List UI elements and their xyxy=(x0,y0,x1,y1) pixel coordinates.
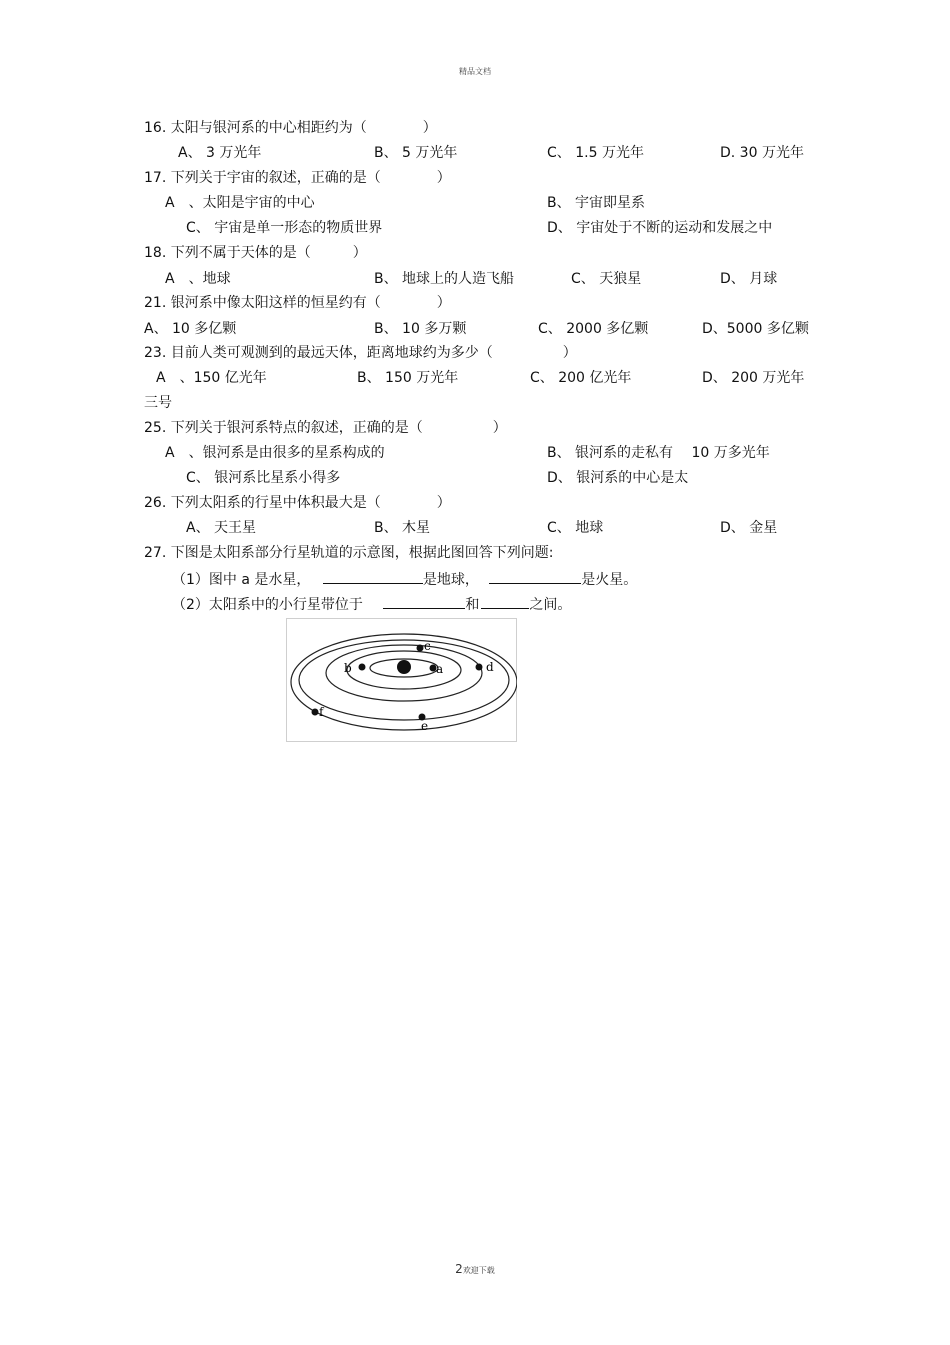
label-f: f xyxy=(319,705,324,719)
label-c: c xyxy=(424,639,431,653)
sun xyxy=(397,660,411,674)
diagram-frame xyxy=(287,619,517,742)
question-26-stem: 26. 下列太阳系的行星中体积最大是（ ） xyxy=(144,495,451,511)
question-25-option-b: B、 银河系的走私有 10 万多光年 xyxy=(547,445,770,461)
q27-p2-text-start: （2）太阳系中的小行星带位于 xyxy=(172,597,363,613)
question-18-option-b: B、 地球上的人造飞船 xyxy=(374,271,515,287)
page-number: 2 xyxy=(455,1262,463,1276)
question-17-stem: 17. 下列关于宇宙的叙述，正确的是（ ） xyxy=(144,170,451,186)
question-23-option-c: C、 200 亿光年 xyxy=(530,370,632,386)
label-a: a xyxy=(436,662,444,676)
question-16-option-b: B、 5 万光年 xyxy=(374,145,458,161)
label-b: b xyxy=(344,661,352,675)
question-23-option-b: B、 150 万光年 xyxy=(357,370,459,386)
question-16-option-a: A、 3 万光年 xyxy=(178,145,262,161)
earth-answer-blank[interactable] xyxy=(323,569,423,584)
question-25-option-c: C、 银河系比星系小得多 xyxy=(186,470,341,486)
question-27-part-1 xyxy=(172,569,637,589)
question-21-option-d: D、5000 多亿颗 xyxy=(702,321,809,337)
mars-answer-blank[interactable] xyxy=(489,569,581,584)
question-21-option-c: C、 2000 多亿颗 xyxy=(538,321,649,337)
question-18-option-c: C、 天狼星 xyxy=(571,271,642,287)
question-23-option-a: A 、150 亿光年 xyxy=(156,370,267,386)
stray-text: 三号 xyxy=(144,395,172,411)
question-26-option-d: D、 金星 xyxy=(720,520,778,536)
question-17-option-c: C、 宇宙是单一形态的物质世界 xyxy=(186,220,383,236)
asteroid-belt-blank-1[interactable] xyxy=(383,594,465,609)
planet-f xyxy=(312,709,319,716)
question-21-option-a: A、 10 多亿颗 xyxy=(144,321,237,337)
question-18-option-a: A 、地球 xyxy=(165,271,231,287)
question-16-option-c: C、 1.5 万光年 xyxy=(547,145,644,161)
question-17-option-b: B、 宇宙即星系 xyxy=(547,195,646,211)
question-25-option-a: A 、银河系是由很多的星系构成的 xyxy=(165,445,385,461)
page-header: 精品文档 xyxy=(459,67,491,76)
question-26-option-b: B、 木星 xyxy=(374,520,431,536)
footer-text: 欢迎下载 xyxy=(462,1266,495,1275)
question-23-option-d: D、 200 万光年 xyxy=(702,370,805,386)
question-18-option-d: D、 月球 xyxy=(720,271,778,287)
question-17-option-a: A 、太阳是宇宙的中心 xyxy=(165,195,315,211)
q27-p1-text-mid: 是地球， xyxy=(422,572,479,588)
solar-system-orbit-diagram xyxy=(286,618,517,742)
planet-d xyxy=(476,664,483,671)
label-e: e xyxy=(421,719,429,733)
question-21-option-b: B、 10 多万颗 xyxy=(374,321,467,337)
q27-p2-text-end: 之间。 xyxy=(529,597,572,613)
question-27-part-2 xyxy=(172,594,571,614)
planet-c xyxy=(417,645,424,652)
question-16-stem: 16. 太阳与银河系的中心相距约为（ ） xyxy=(144,120,437,136)
question-25-stem: 25. 下列关于银河系特点的叙述，正确的是（ ） xyxy=(144,420,507,436)
q27-p1-text-end: 是火星。 xyxy=(581,572,638,588)
q27-p2-text-mid: 和 xyxy=(465,597,480,613)
q27-p1-text-start: （1）图中 a 是水星， xyxy=(172,572,311,588)
page-footer xyxy=(0,1262,950,1276)
label-d: d xyxy=(486,660,494,674)
question-18-stem: 18. 下列不属于天体的是（ ） xyxy=(144,245,367,261)
question-17-option-d: D、 宇宙处于不断的运动和发展之中 xyxy=(547,220,773,236)
question-26-option-a: A、 天王星 xyxy=(186,520,257,536)
question-16-option-d: D. 30 万光年 xyxy=(720,145,804,161)
question-23-stem: 23. 目前人类可观测到的最远天体，距离地球约为多少（ ） xyxy=(144,345,577,361)
question-21-stem: 21. 银河系中像太阳这样的恒星约有（ ） xyxy=(144,295,451,311)
question-26-option-c: C、 地球 xyxy=(547,520,604,536)
planet-b xyxy=(359,664,366,671)
question-25-option-d: D、 银河系的中心是太 xyxy=(547,470,689,486)
question-27-stem: 27. 下图是太阳系部分行星轨道的示意图，根据此图回答下列问题: xyxy=(144,545,554,561)
asteroid-belt-blank-2[interactable] xyxy=(481,594,529,609)
